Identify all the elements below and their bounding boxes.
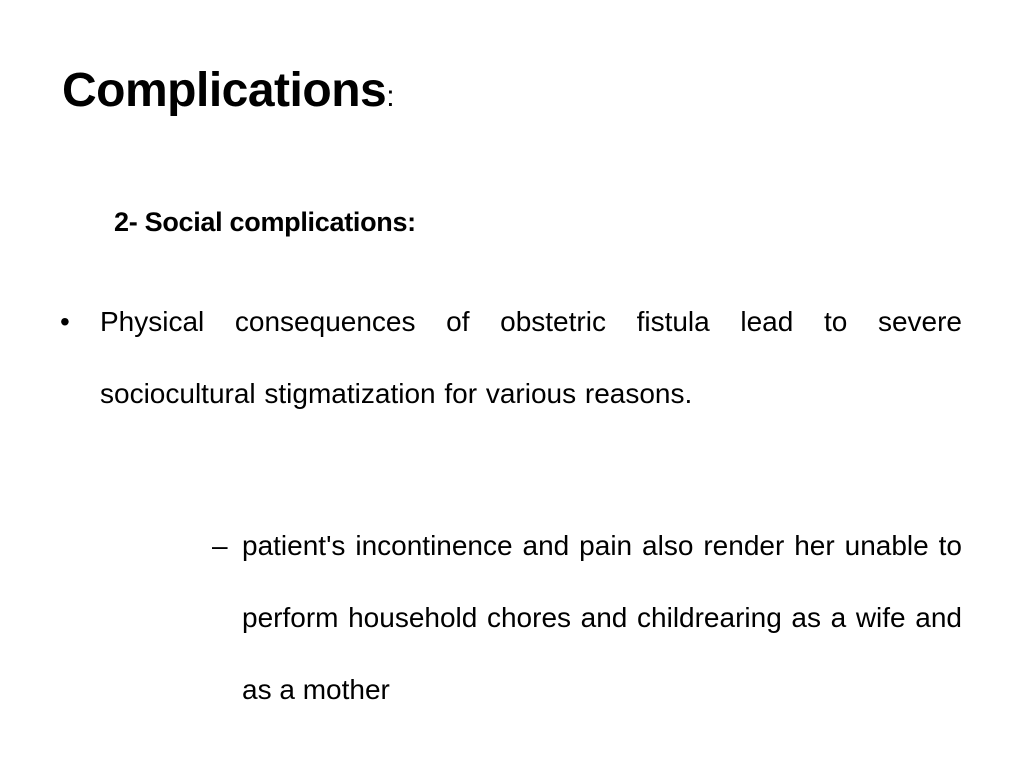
sub-bullet-text: patient's incontinence and pain also render her unable to perform household chores and childrearing as a wife and as a mother bbox=[242, 530, 962, 705]
sub-bullet-marker: – bbox=[212, 530, 228, 561]
slide-title bbox=[62, 62, 394, 120]
bullet-text: Physical consequences of obstetric fistula lead to severe sociocultural stigmatization for various reasons. bbox=[100, 306, 962, 409]
section-heading: 2- Social complications: bbox=[114, 207, 416, 237]
sub-bullet-item bbox=[212, 510, 962, 726]
slide-title-colon: : bbox=[386, 80, 395, 113]
bullet-marker: • bbox=[60, 306, 70, 337]
slide-title-text: Complications bbox=[62, 64, 387, 117]
bullet-item bbox=[60, 286, 962, 430]
